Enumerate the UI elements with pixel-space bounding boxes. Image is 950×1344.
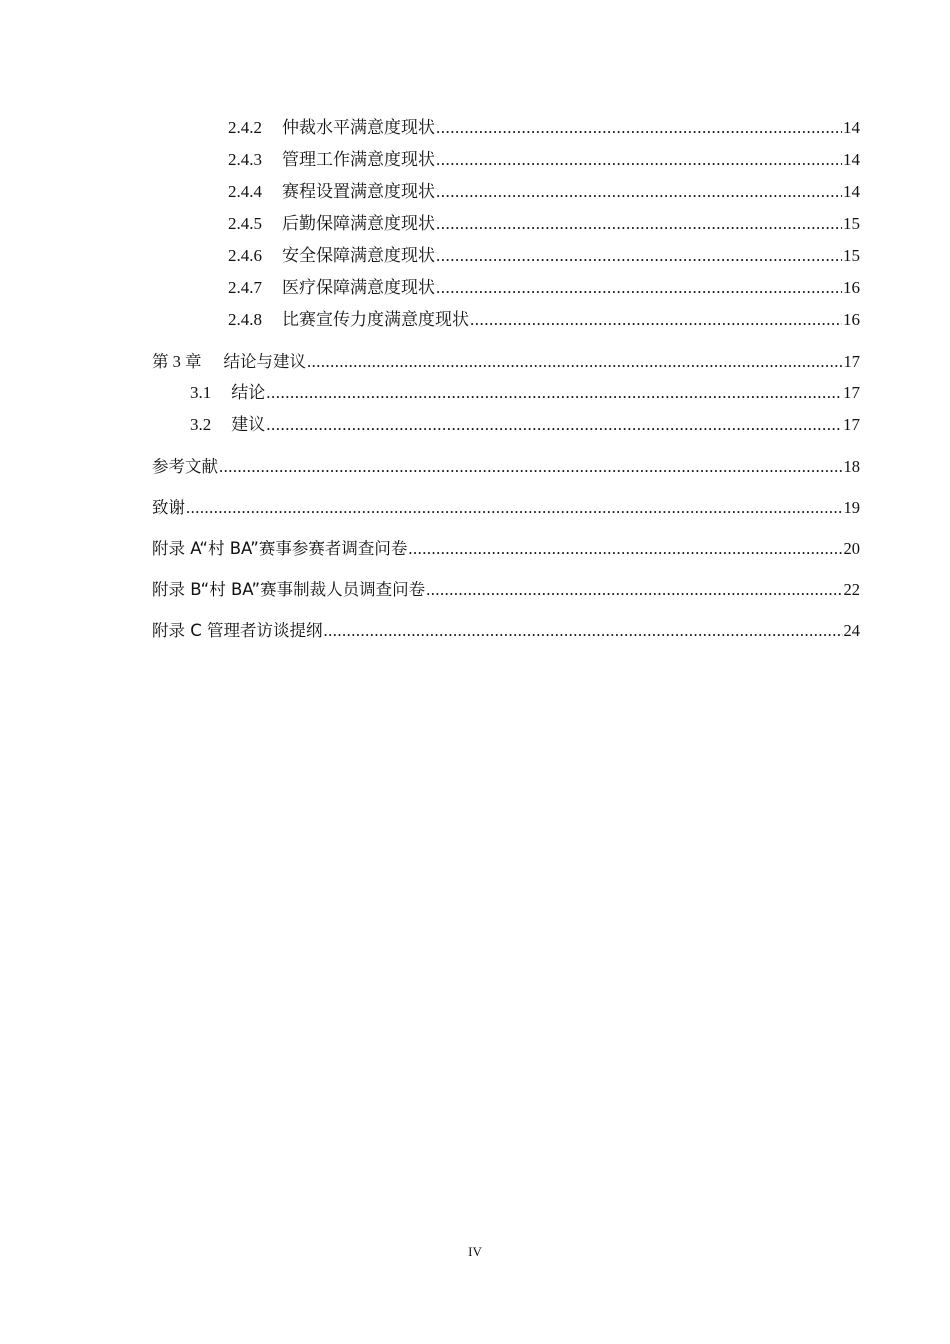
toc-entry-number: 3.1 bbox=[190, 383, 212, 402]
toc-entry-number: 2.4.3 bbox=[228, 150, 262, 169]
toc-entry-number: 2.4.2 bbox=[228, 118, 262, 137]
toc-entry-number: 3.2 bbox=[190, 415, 212, 434]
toc-entry-title: 结论 bbox=[231, 383, 266, 402]
toc-entry[interactable] bbox=[152, 245, 860, 277]
dot-leader bbox=[436, 117, 842, 139]
toc-entry-number: 2.4.7 bbox=[228, 278, 262, 297]
toc-entry-title: 后勤保障满意度现状 bbox=[282, 214, 435, 233]
toc-entry-title: 附录 C 管理者访谈提纲 bbox=[152, 620, 323, 640]
toc-entry-title: 参考文献 bbox=[152, 456, 218, 476]
dot-leader bbox=[470, 309, 842, 331]
toc-chapter-entry[interactable] bbox=[152, 528, 860, 569]
toc-entry-number: 第 3 章 bbox=[152, 351, 202, 371]
dot-leader bbox=[436, 181, 842, 203]
toc-entry-page: 18 bbox=[843, 456, 860, 476]
toc-entry-page: 14 bbox=[843, 182, 860, 201]
toc-entry[interactable] bbox=[152, 213, 860, 245]
toc-entry-page: 17 bbox=[843, 351, 860, 371]
toc-entry-title: 赛程设置满意度现状 bbox=[282, 182, 435, 201]
dot-leader bbox=[186, 497, 843, 519]
dot-leader bbox=[307, 351, 843, 373]
toc-entry-page: 19 bbox=[843, 497, 860, 517]
toc-entry-page: 17 bbox=[843, 415, 860, 434]
toc-entry-number: 2.4.6 bbox=[228, 246, 262, 265]
toc-entry[interactable] bbox=[152, 309, 860, 341]
dot-leader bbox=[324, 620, 843, 642]
toc-entry-title: 建议 bbox=[231, 415, 266, 434]
toc-entry-number: 2.4.8 bbox=[228, 310, 262, 329]
toc-entry-page: 17 bbox=[843, 383, 860, 402]
toc-entry[interactable] bbox=[152, 149, 860, 181]
toc-entry-number: 2.4.4 bbox=[228, 182, 262, 201]
toc-entry-number: 2.4.5 bbox=[228, 214, 262, 233]
toc-section-entry[interactable] bbox=[152, 414, 860, 446]
toc-entry-page: 24 bbox=[843, 620, 860, 640]
toc-entry[interactable] bbox=[152, 277, 860, 309]
toc-chapter-entry[interactable] bbox=[152, 610, 860, 651]
dot-leader bbox=[436, 277, 842, 299]
toc-entry-title: 附录 B“村 BA”赛事制裁人员调查问卷 bbox=[152, 579, 426, 599]
toc-entry-page: 16 bbox=[843, 278, 860, 297]
toc-chapter-entry[interactable] bbox=[152, 487, 860, 528]
toc-entry-page: 15 bbox=[843, 246, 860, 265]
dot-leader bbox=[436, 213, 842, 235]
toc-chapter-entry[interactable] bbox=[152, 446, 860, 487]
toc-entry-title: 管理工作满意度现状 bbox=[282, 150, 435, 169]
toc-entry-page: 14 bbox=[843, 150, 860, 169]
toc-entry-title: 附录 A“村 BA”赛事参赛者调查问卷 bbox=[152, 538, 408, 558]
toc-chapter-entry[interactable] bbox=[152, 341, 860, 382]
toc-entry-title: 比赛宣传力度满意度现状 bbox=[282, 310, 469, 329]
toc-entry-title: 安全保障满意度现状 bbox=[282, 246, 435, 265]
toc-entry-title: 仲裁水平满意度现状 bbox=[282, 118, 435, 137]
toc-entry-page: 20 bbox=[843, 538, 860, 558]
toc-section-entry[interactable] bbox=[152, 382, 860, 414]
dot-leader bbox=[266, 382, 842, 404]
dot-leader bbox=[436, 149, 842, 171]
toc-entry-page: 22 bbox=[843, 579, 860, 599]
toc-entry[interactable] bbox=[152, 117, 860, 149]
dot-leader bbox=[219, 456, 843, 478]
table-of-contents bbox=[152, 117, 860, 651]
page-number-footer: IV bbox=[468, 1244, 482, 1259]
toc-entry-title: 致谢 bbox=[152, 497, 185, 517]
dot-leader bbox=[426, 579, 842, 601]
toc-entry-page: 16 bbox=[843, 310, 860, 329]
toc-entry-page: 14 bbox=[843, 118, 860, 137]
dot-leader bbox=[266, 414, 842, 436]
toc-entry-title: 结论与建议 bbox=[223, 351, 306, 371]
toc-entry[interactable] bbox=[152, 181, 860, 213]
toc-chapter-entry[interactable] bbox=[152, 569, 860, 610]
dot-leader bbox=[408, 538, 842, 560]
toc-entry-page: 15 bbox=[843, 214, 860, 233]
toc-entry-title: 医疗保障满意度现状 bbox=[282, 278, 435, 297]
dot-leader bbox=[436, 245, 842, 267]
